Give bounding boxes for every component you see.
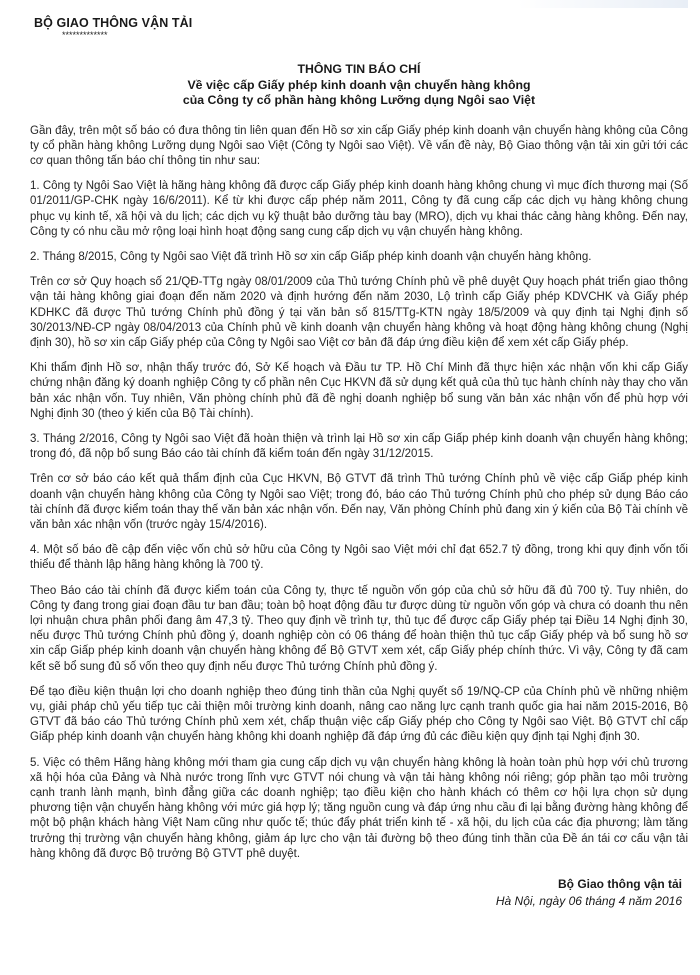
section-2-detail-appraisal: Khi thẩm định Hồ sơ, nhận thấy trước đó, Sở Kế hoạch và Đầu tư TP. Hồ Chí Minh đã thực hiện xác nhận vốn khi cấp Giấy chứng nhận đăng ký doanh nghiệp Công ty cổ phần nên Cục HKVN đã sử dụng kết quả của thủ tục hành chính này thay cho văn bản xác nhận vốn. Tuy nhiên, Văn phòng chính phủ đã đề nghị doanh nghiệp bổ sung văn bản xác nhận vốn để phù hợp với Nghị định 30 (theo ý kiến của Bộ Tài chính). xyxy=(30,362,688,420)
signoff-organization: Bộ Giao thông vận tải xyxy=(557,877,682,892)
ministry-name: BỘ GIAO THÔNG VẬN TẢI xyxy=(34,16,193,30)
header-decoration xyxy=(518,0,688,8)
ministry-underline-stars: ************* xyxy=(62,30,108,40)
signoff-date: Hà Nội, ngày 06 tháng 4 năm 2016 xyxy=(495,894,682,909)
title-subject-line-2: của Công ty cổ phần hàng không Lưỡng dụng Ngôi sao Việt xyxy=(182,93,536,107)
section-2-paragraph: 2. Tháng 8/2015, Công ty Ngôi sao Việt đã trình Hồ sơ xin cấp Giấp phép kinh doanh vận chuyển hàng không. xyxy=(30,250,592,263)
section-2-detail-planning: Trên cơ sở Quy hoạch số 21/QĐ-TTg ngày 08/01/2009 của Thủ tướng Chính phủ về phê duyệt Quy hoạch phát triển giao thông vận tải hàng không giai đoạn đến năm 2020 và định hướng đến năm 2030, Lộ trình cấp Giấy phép KDVCHK và Giấy phép KDHKC đã được Thủ tướng Chính phủ đồng ý tại văn bản số 815/TTg-KTN ngày 18/5/2009 và quy định tại Nghị định số 30/2013/NĐ-CP ngày 08/04/2013 của Chính phủ về kinh doanh vận chuyển hàng không và hoạt động hàng không chung (Nghị định 30), hồ sơ xin cấp Giấy phép của Công ty Ngôi sao Việt cơ bản đã đáp ứng điều kiện để xem xét cấp Giấy phép. xyxy=(30,276,688,349)
title-subject-line-1: Về việc cấp Giấy phép kinh doanh vận chuyển hàng không xyxy=(187,77,531,92)
section-5-paragraph: 5. Việc có thêm Hãng hàng không mới tham gia cung cấp dịch vụ vận chuyển hàng không là hoàn toàn phù hợp với chủ trương xã hội hóa của Đảng và Nhà nước trong lĩnh vực GTVT nói chung và vận tải hàng không nói riêng; góp phần tạo môi trường cạnh tranh lành mạnh, bình đẳng giữa các doanh nghiệp; tạo điều kiện cho hành khách có thêm cơ hội lựa chọn sử dụng phương tiện vận chuyển hàng không với mức giá hợp lý; tăng nguồn cung và đáp ứng nhu cầu đi lại bằng đường hàng không để một bộ phận khách hàng Việt Nam cũng như quốc tế; thúc đẩy phát triển kinh tế - xã hội, du lịch của các địa phương; làm tăng trưởng thị trường vận chuyển hàng không, giảm áp lực cho vận tải đường bộ theo đúng tinh thần của Đề án tái cơ cấu vận tải hàng không đã được Bộ trưởng Bộ GTVT phê duyệt. xyxy=(30,756,688,860)
section-4-detail-resolution: Để tạo điều kiện thuận lợi cho doanh nghiệp theo đúng tinh thần của Nghị quyết số 19/NQ-CP của Chính phủ về những nhiệm vụ, giải pháp chủ yếu tiếp tục cải thiện môi trường kinh doanh, nâng cao năng lực cạnh tranh quốc gia hai năm 2015-2016, Bộ GTVT đã báo cáo Thủ tướng Chính phủ xem xét, chấp thuận việc cấp Giấy phép cho Công ty Ngôi sao Việt. Bộ GTVT chỉ cấp Giấp phép kinh doanh vận chuyển hàng không khi doanh nghiệp đã đáp ứng đủ các điều kiện quy định tại Nghị định 30. xyxy=(30,685,688,744)
document-title xyxy=(30,62,688,109)
section-4-detail-capital: Theo Báo cáo tài chính đã được kiểm toán của Công ty, thực tế nguồn vốn góp của chủ sở hữu đã đủ 700 tỷ. Tuy nhiên, do Công ty đang trong giai đoạn đầu tư ban đầu; toàn bộ hoạt động đầu tư được dùng từ nguồn vốn góp và chưa có doanh thu nên lợi nhuận chưa phân phối đang âm 47,3 tỷ. Theo quy định về trình tự, thủ tục để được cấp Giấy phép tại Điều 14 Nghị định 30, nếu được Thủ tướng Chính phủ đồng ý, doanh nghiệp còn có 06 tháng để hoàn thiện thủ tục cấp Giấy phép và bổ sung hồ sơ xin cấp Giấp phép kinh doanh vận chuyển hàng không để Bộ GTVT xem xét, cấp Giấy phép chính thức. Vì vậy, Công ty đã cam kết sẽ bổ sung đủ số vốn theo quy định nếu được Thủ tướng Chính phủ đồng ý. xyxy=(30,584,688,673)
section-3-paragraph: 3. Tháng 2/2016, Công ty Ngôi sao Việt đã hoàn thiện và trình lại Hồ sơ xin cấp Giấp phép kinh doanh vận chuyển hàng không; trong đó, đã nộp bổ sung Báo cáo tài chính đã kiểm toán đến ngày 31/12/2015. xyxy=(30,432,688,461)
section-4-paragraph: 4. Một số báo đề cập đến việc vốn chủ sở hữu của Công ty Ngôi sao Việt mới chỉ đạt 652.7 tỷ đồng, trong khi quy định vốn tối thiểu để thành lập hãng hàng không là 700 tỷ. xyxy=(30,544,688,572)
title-heading: THÔNG TIN BÁO CHÍ xyxy=(297,62,421,76)
signoff-block xyxy=(30,876,688,910)
intro-paragraph: Gần đây, trên một số báo có đưa thông tin liên quan đến Hồ sơ xin cấp Giấy phép kinh doanh vận chuyển hàng không của Công ty cổ phần hàng không Lưỡng dụng Ngôi sao Việt (Công ty Ngôi sao Việt). Về vấn đề này, Bộ Giao thông vận tải xin gửi tới các cơ quan thông tấn báo chí thông tin như sau: xyxy=(30,124,688,167)
section-1-paragraph: 1. Công ty Ngôi Sao Việt là hãng hàng không đã được cấp Giấy phép kinh doanh hàng không chung vì mục đích thương mại (Số 01/2011/GP-CHK ngày 16/6/2011). Kể từ khi được cấp phép năm 2011, Công ty đã cung cấp các dịch vụ hàng không chung phục vụ kinh tế, xã hội và du lịch; các dịch vụ kỹ thuật bảo dưỡng tàu bay (MRO), dịch vụ khai thác cảng hàng không. Đến nay, Công ty có nhu cầu mở rộng loại hình hoạt động sang cung cấp dịch vụ vận chuyển hàng không. xyxy=(30,180,688,238)
document-body xyxy=(30,124,688,863)
section-3-detail: Trên cơ sở báo cáo kết quả thẩm định của Cục HKVN, Bộ GTVT đã trình Thủ tướng Chính phủ về việc cấp Giấp phép kinh doanh vận chuyển hàng không của Công ty Ngôi sao Việt; trong đó, báo cáo Thủ tướng Chính phủ cho phép sử dụng Báo cáo tài chính đã được kiểm toán thay thế văn bản xác nhận vốn. Đến nay, Văn phòng Chính phủ đang xin ý kiến của Bộ Tài chính về văn bản xác nhận vốn (trước ngày 15/4/2016). xyxy=(30,473,688,531)
